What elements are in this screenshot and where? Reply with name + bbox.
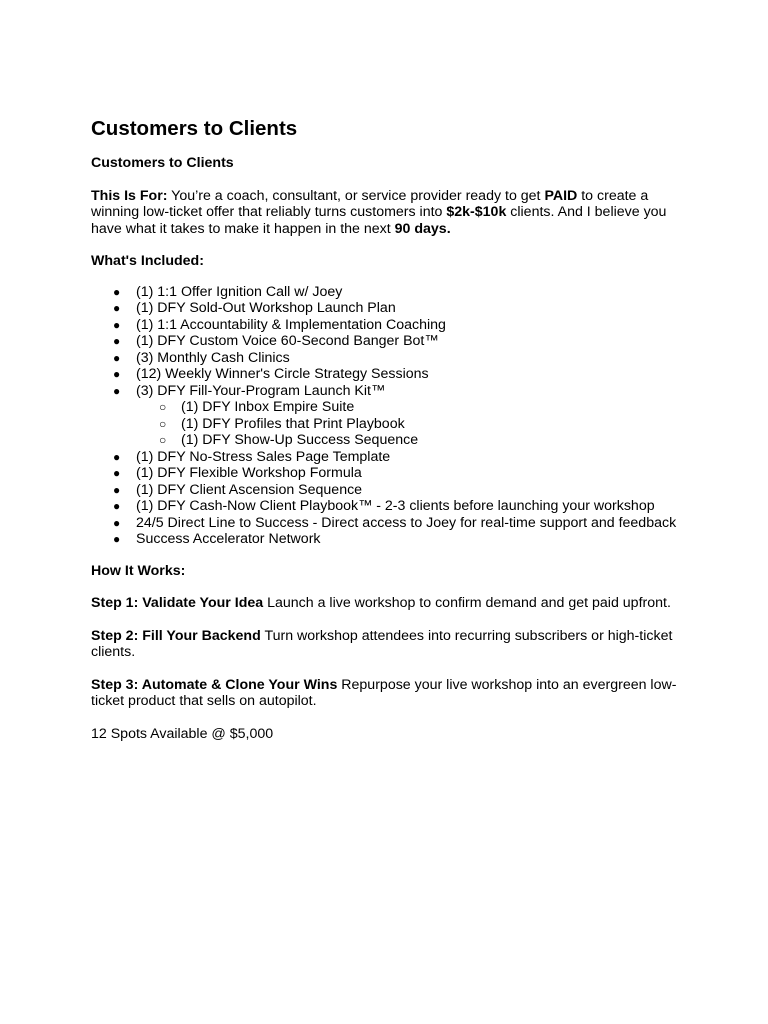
intro-text-2: to create a winning low-ticket offer that reliably turns customers into: [91, 187, 649, 220]
page-subtitle: Customers to Clients: [91, 155, 234, 171]
circle-bullet-icon: ○: [159, 400, 167, 414]
step-label: Step 1: Validate Your Idea: [91, 595, 264, 611]
intro-text-3: clients. And I believe you have what it takes to make it happen in the next: [91, 204, 667, 237]
bullet-icon: ●: [113, 367, 121, 381]
step-1: [91, 595, 681, 612]
step-text: Turn workshop attendees into recurring subscribers or high-ticket clients.: [91, 627, 673, 660]
list-item-text: (3) DFY Fill-Your-Program Launch Kit™: [136, 382, 386, 399]
list-item-text: (1) DFY Client Ascension Sequence: [136, 481, 363, 498]
list-item: [91, 366, 681, 383]
page-title: Customers to Clients: [91, 117, 298, 140]
intro-text-1: You’re a coach, consultant, or service provider ready to get: [167, 187, 545, 204]
sub-list-item-text: (1) DFY Show-Up Success Sequence: [181, 432, 419, 448]
included-list: [91, 284, 681, 548]
bullet-icon: ●: [113, 317, 121, 332]
bullet-icon: ●: [113, 334, 121, 348]
bullet-icon: ●: [113, 301, 121, 315]
intro-days: 90 days.: [394, 220, 451, 237]
list-item-text: 24/5 Direct Line to Success - Direct access to Joey for real-time support and feedback: [136, 514, 677, 531]
list-item-text: (1) DFY Sold-Out Workshop Launch Plan: [136, 300, 396, 316]
list-item: [91, 482, 681, 499]
list-item: [91, 284, 681, 301]
circle-bullet-icon: ○: [159, 416, 167, 431]
sub-list-item-text: (1) DFY Profiles that Print Playbook: [181, 415, 405, 432]
bullet-icon: ●: [113, 515, 121, 530]
intro-paragraph: [91, 188, 681, 238]
sub-list-item: [91, 399, 681, 416]
launch-kit-sublist: [136, 399, 681, 449]
list-item: [91, 300, 681, 317]
bullet-icon: ●: [113, 532, 121, 546]
list-item-text: (1) DFY Custom Voice 60-Second Banger Bot™: [136, 333, 439, 349]
list-item-text: (1) DFY Flexible Workshop Formula: [136, 465, 362, 481]
sub-list-item-text: (1) DFY Inbox Empire Suite: [181, 399, 355, 415]
list-item: [91, 515, 681, 532]
list-item-text: (1) 1:1 Offer Ignition Call w/ Joey: [136, 283, 343, 300]
list-item: [91, 449, 681, 466]
bullet-icon: ●: [113, 499, 121, 513]
bullet-icon: ●: [113, 449, 121, 464]
document-page: [91, 116, 681, 742]
list-item-text: (12) Weekly Winner's Circle Strategy Sessions: [136, 366, 429, 382]
step-3: [91, 677, 681, 710]
spots-available: 12 Spots Available @ $5,000: [91, 725, 274, 742]
step-label: Step 2: Fill Your Backend: [91, 627, 261, 644]
list-item-text: (3) Monthly Cash Clinics: [136, 349, 290, 366]
how-it-works-heading: How It Works:: [91, 562, 186, 579]
bullet-icon: ●: [113, 466, 121, 480]
sub-list-item: [91, 416, 681, 433]
included-heading: What's Included:: [91, 253, 204, 269]
list-item: [91, 383, 681, 449]
list-item-text: Success Accelerator Network: [136, 531, 321, 547]
step-text: Launch a live workshop to confirm demand and get paid upfront.: [263, 595, 671, 611]
bullet-icon: ●: [113, 482, 121, 497]
list-item-text: (1) DFY Cash-Now Client Playbook™ - 2-3 clients before launching your workshop: [136, 498, 655, 514]
bullet-icon: ●: [113, 350, 121, 365]
list-item: [91, 317, 681, 334]
sub-list-item: [91, 432, 681, 449]
intro-range: $2k-$10k: [446, 204, 507, 220]
list-item: [91, 531, 681, 548]
list-item: [91, 498, 681, 515]
list-item: [91, 333, 681, 350]
intro-paid: PAID: [544, 187, 578, 204]
bullet-icon: ●: [113, 383, 121, 398]
bullet-icon: ●: [113, 284, 121, 299]
list-item: [91, 465, 681, 482]
list-item-text: (1) DFY No-Stress Sales Page Template: [136, 448, 391, 465]
step-label: Step 3: Automate & Clone Your Wins: [91, 676, 338, 693]
step-2: [91, 628, 681, 661]
list-item-text: (1) 1:1 Accountability & Implementation Coaching: [136, 316, 446, 333]
intro-label: This Is For:: [91, 187, 168, 204]
circle-bullet-icon: ○: [159, 433, 167, 447]
list-item: [91, 350, 681, 367]
step-text: Repurpose your live workshop into an evergreen low-ticket product that sells on autopilot.: [91, 676, 677, 709]
